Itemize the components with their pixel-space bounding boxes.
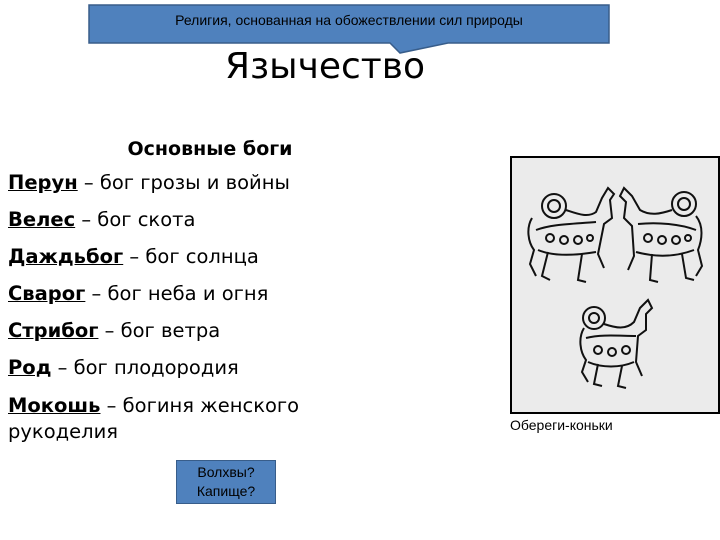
image-caption: Обереги-коньки — [510, 417, 613, 433]
callout-text: Религия, основанная на обожествлении сил природы — [175, 12, 523, 28]
god-description: – бог скота — [75, 208, 196, 231]
god-description: – бог солнца — [123, 245, 259, 268]
god-item-perun — [8, 171, 408, 195]
god-name: Сварог — [8, 282, 86, 305]
god-name: Род — [8, 356, 52, 379]
god-name: Перун — [8, 171, 78, 194]
god-name: Мокошь — [8, 394, 101, 417]
god-description: – бог ветра — [98, 319, 221, 342]
god-description: – бог неба и огня — [85, 282, 269, 305]
god-item-dazhdbog — [8, 245, 408, 269]
god-description: – богиня женского рукоделия — [8, 394, 300, 443]
god-item-veles — [8, 208, 408, 232]
horse-amulets-picture — [512, 158, 718, 412]
god-item-svarog — [8, 282, 408, 306]
god-item-stribog — [8, 319, 408, 343]
god-item-mokosh — [8, 393, 408, 445]
god-item-rod — [8, 356, 408, 380]
callout-banner — [88, 4, 610, 44]
god-name: Даждьбог — [8, 245, 124, 268]
note-line-1: Волхвы? — [197, 464, 255, 480]
god-name: Велес — [8, 208, 76, 231]
note-box — [176, 460, 276, 504]
note-line-2: Капище? — [196, 483, 256, 499]
gods-heading: Основные боги — [127, 138, 293, 160]
god-description: – бог грозы и войны — [77, 171, 290, 194]
page-title: Язычество — [224, 46, 425, 87]
amulets-image — [510, 156, 720, 414]
god-name: Стрибог — [8, 319, 99, 342]
gods-list — [8, 171, 408, 458]
god-description: – бог плодородия — [51, 356, 239, 379]
